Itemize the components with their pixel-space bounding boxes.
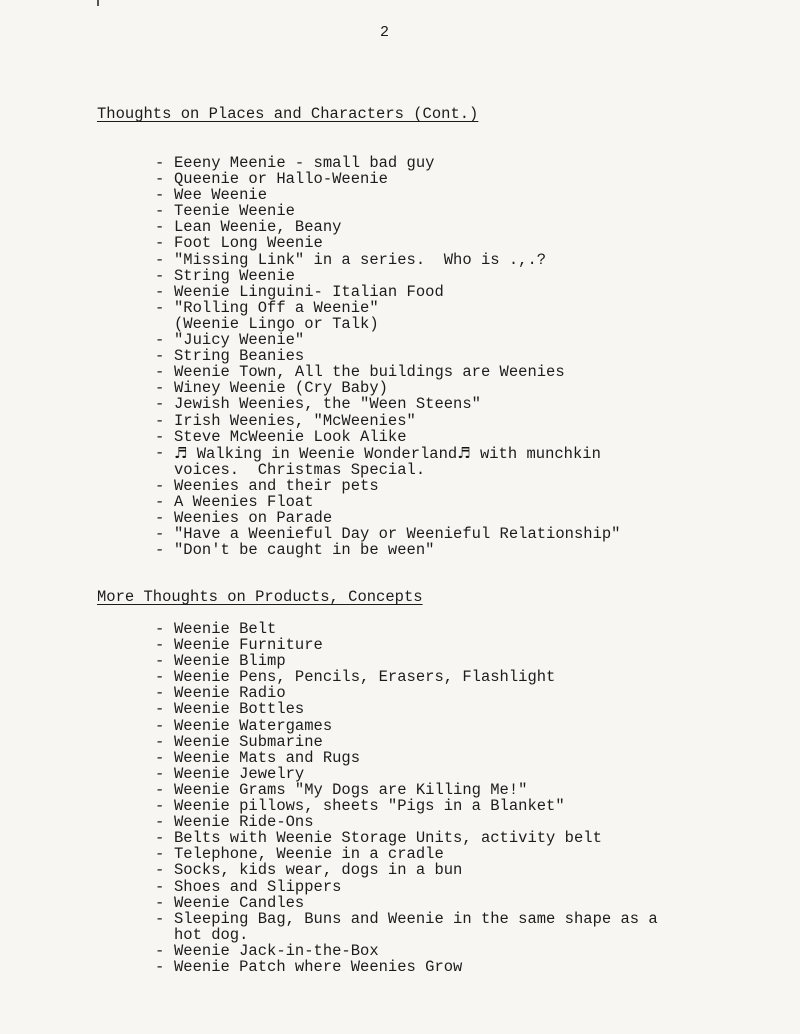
list-item bbox=[155, 268, 620, 284]
list-item bbox=[155, 364, 620, 380]
list-item-text: "Don't be caught in be ween" bbox=[174, 541, 435, 560]
list-item-text: Weenie Submarine bbox=[174, 732, 323, 751]
places-characters-list bbox=[155, 155, 620, 558]
bullet-dash: - bbox=[155, 379, 165, 398]
list-item-text: String Weenie bbox=[174, 266, 295, 285]
products-concepts-list bbox=[155, 621, 658, 975]
bullet-dash: - bbox=[155, 186, 165, 205]
list-item bbox=[155, 478, 620, 494]
bullet-dash: - bbox=[155, 492, 165, 511]
bullet-dash: - bbox=[155, 250, 165, 269]
list-item bbox=[155, 510, 620, 526]
bullet-dash: - bbox=[155, 732, 165, 751]
list-item bbox=[155, 187, 620, 203]
list-item-text: Weenie Furniture bbox=[174, 636, 323, 655]
list-item-text: Weenie Town, All the buildings are Weenies bbox=[174, 363, 565, 382]
bullet-dash: - bbox=[155, 476, 165, 495]
list-item-text bbox=[174, 445, 601, 478]
list-item-text: Weenie Jack-in-the-Box bbox=[174, 941, 379, 960]
list-item-text: A Weenies Float bbox=[174, 492, 314, 511]
list-item bbox=[155, 653, 658, 669]
music-item-text-part2: with munchkin voices. Christmas Special. bbox=[174, 444, 601, 479]
list-item-text: Irish Weenies, "McWeenies" bbox=[174, 411, 416, 430]
list-item bbox=[155, 911, 658, 943]
bullet-dash: - bbox=[155, 813, 165, 832]
list-item-text: Weenie Watergames bbox=[174, 716, 333, 735]
list-item bbox=[155, 332, 620, 348]
list-item-text: Lean Weenie, Beany bbox=[174, 218, 342, 237]
list-item-text: Weenie Linguini- Italian Food bbox=[174, 282, 444, 301]
list-item-text: Weenie Mats and Rugs bbox=[174, 748, 361, 767]
list-item-text: "Missing Link" in a series. Who is .,.? bbox=[174, 250, 547, 269]
list-item-text: Weenie Pens, Pencils, Erasers, Flashlight bbox=[174, 668, 556, 687]
list-item-text: Weenie Belt bbox=[174, 620, 277, 638]
bullet-dash: - bbox=[155, 541, 165, 560]
bullet-dash: - bbox=[155, 764, 165, 783]
bullet-dash: - bbox=[155, 234, 165, 253]
list-item bbox=[155, 155, 620, 171]
list-item bbox=[155, 637, 658, 653]
list-item-text: Weenie Patch where Weenies Grow bbox=[174, 957, 463, 976]
bullet-dash: - bbox=[155, 282, 165, 301]
list-item bbox=[155, 959, 658, 975]
bullet-dash: - bbox=[155, 202, 165, 221]
list-item-music bbox=[155, 445, 620, 478]
list-item-text: Wee Weenie bbox=[174, 186, 268, 205]
list-item-text: Weenie Radio bbox=[174, 684, 286, 703]
list-item-text: Weenie pillows, sheets "Pigs in a Blanket" bbox=[174, 797, 565, 816]
list-item bbox=[155, 718, 658, 734]
list-item bbox=[155, 814, 658, 830]
list-item-text: "Juicy Weenie" bbox=[174, 331, 305, 350]
list-item-text: Eeeny Meenie - small bad guy bbox=[174, 154, 435, 172]
bullet-dash: - bbox=[155, 636, 165, 655]
list-item bbox=[155, 734, 658, 750]
bullet-dash: - bbox=[155, 652, 165, 671]
list-item-text: "Have a Weenieful Day or Weenieful Relationship" bbox=[174, 525, 621, 544]
list-item-text: Shoes and Slippers bbox=[174, 877, 342, 896]
list-item-text: Weenie Bottles bbox=[174, 700, 305, 719]
list-item bbox=[155, 235, 620, 251]
list-item bbox=[155, 526, 620, 542]
list-item-text: Steve McWeenie Look Alike bbox=[174, 427, 407, 446]
list-item bbox=[155, 300, 620, 332]
bullet-dash: - bbox=[155, 700, 165, 719]
list-item bbox=[155, 203, 620, 219]
list-item bbox=[155, 171, 620, 187]
bullet-dash: - bbox=[155, 620, 165, 638]
list-item-text: "Rolling Off a Weenie" (Weenie Lingo or Talk) bbox=[174, 298, 379, 333]
list-item bbox=[155, 252, 620, 268]
list-item-text: Weenie Jewelry bbox=[174, 764, 305, 783]
bullet-dash: - bbox=[155, 363, 165, 382]
bullet-dash: - bbox=[155, 748, 165, 767]
list-item bbox=[155, 348, 620, 364]
bullet-dash: - bbox=[155, 331, 165, 350]
bullet-dash: - bbox=[155, 411, 165, 430]
bullet-dash: - bbox=[155, 861, 165, 880]
bullet-dash: - bbox=[155, 347, 165, 366]
page-number: 2 bbox=[380, 24, 390, 41]
list-item-text: Winey Weenie (Cry Baby) bbox=[174, 379, 388, 398]
list-item bbox=[155, 284, 620, 300]
list-item bbox=[155, 782, 658, 798]
bullet-dash: - bbox=[155, 170, 165, 189]
bullet-dash: - bbox=[155, 525, 165, 544]
music-item-text-part1: Walking in Weenie Wonderland bbox=[187, 444, 458, 463]
bullet-dash: - bbox=[155, 218, 165, 237]
bullet-dash: - bbox=[155, 668, 165, 687]
list-item bbox=[155, 494, 620, 510]
section-heading-places-characters: Thoughts on Places and Characters (Cont.) bbox=[97, 105, 479, 123]
list-item-text: String Beanies bbox=[174, 347, 305, 366]
list-item-text: Weenie Blimp bbox=[174, 652, 286, 671]
bullet-dash: - bbox=[155, 684, 165, 703]
bullet-dash: - bbox=[155, 427, 165, 446]
music-notes-icon: ♬ bbox=[174, 443, 188, 462]
list-item-text: Weenie Grams "My Dogs are Killing Me!" bbox=[174, 780, 528, 799]
list-item-text: Telephone, Weenie in a cradle bbox=[174, 845, 444, 864]
list-item bbox=[155, 798, 658, 814]
bullet-dash: - bbox=[155, 941, 165, 960]
list-item bbox=[155, 685, 658, 701]
list-item bbox=[155, 219, 620, 235]
music-notes-icon: ♬ bbox=[457, 443, 471, 462]
bullet-dash: - bbox=[155, 957, 165, 976]
section-heading-products-concepts: More Thoughts on Products, Concepts bbox=[97, 588, 423, 606]
list-item bbox=[155, 862, 658, 878]
bullet-dash: - bbox=[155, 829, 165, 848]
list-item bbox=[155, 413, 620, 429]
list-item bbox=[155, 396, 620, 412]
list-item bbox=[155, 846, 658, 862]
bullet-dash: - bbox=[155, 395, 165, 414]
bullet-dash: - bbox=[155, 797, 165, 816]
scan-mark bbox=[97, 0, 99, 6]
bullet-dash: - bbox=[155, 877, 165, 896]
list-item-text: Teenie Weenie bbox=[174, 202, 295, 221]
list-item-text: Socks, kids wear, dogs in a bun bbox=[174, 861, 463, 880]
bullet-dash: - bbox=[155, 154, 165, 172]
list-item-text: Belts with Weenie Storage Units, activity belt bbox=[174, 829, 602, 848]
bullet-dash: - bbox=[155, 266, 165, 285]
list-item-text: Sleeping Bag, Buns and Weenie in the same shape as a hot dog. bbox=[174, 909, 658, 944]
bullet-dash: - bbox=[155, 716, 165, 735]
list-item bbox=[155, 750, 658, 766]
list-item bbox=[155, 701, 658, 717]
bullet-dash: - bbox=[155, 845, 165, 864]
list-item bbox=[155, 621, 658, 637]
list-item bbox=[155, 429, 620, 445]
list-item bbox=[155, 542, 620, 558]
list-item bbox=[155, 380, 620, 396]
list-item bbox=[155, 879, 658, 895]
list-item-text: Weenie Ride-Ons bbox=[174, 813, 314, 832]
bullet-dash: - bbox=[155, 443, 165, 462]
list-item-text: Weenies on Parade bbox=[174, 509, 333, 528]
list-item bbox=[155, 669, 658, 685]
list-item-text: Foot Long Weenie bbox=[174, 234, 323, 253]
list-item-text: Queenie or Hallo-Weenie bbox=[174, 170, 388, 189]
list-item-text: Weenie Candles bbox=[174, 893, 305, 912]
bullet-dash: - bbox=[155, 780, 165, 799]
bullet-dash: - bbox=[155, 893, 165, 912]
list-item bbox=[155, 943, 658, 959]
list-item bbox=[155, 766, 658, 782]
list-item bbox=[155, 830, 658, 846]
list-item-text: Jewish Weenies, the "Ween Steens" bbox=[174, 395, 481, 414]
list-item-text: Weenies and their pets bbox=[174, 476, 379, 495]
bullet-dash: - bbox=[155, 909, 165, 928]
bullet-dash: - bbox=[155, 298, 165, 317]
bullet-dash: - bbox=[155, 509, 165, 528]
list-item bbox=[155, 895, 658, 911]
